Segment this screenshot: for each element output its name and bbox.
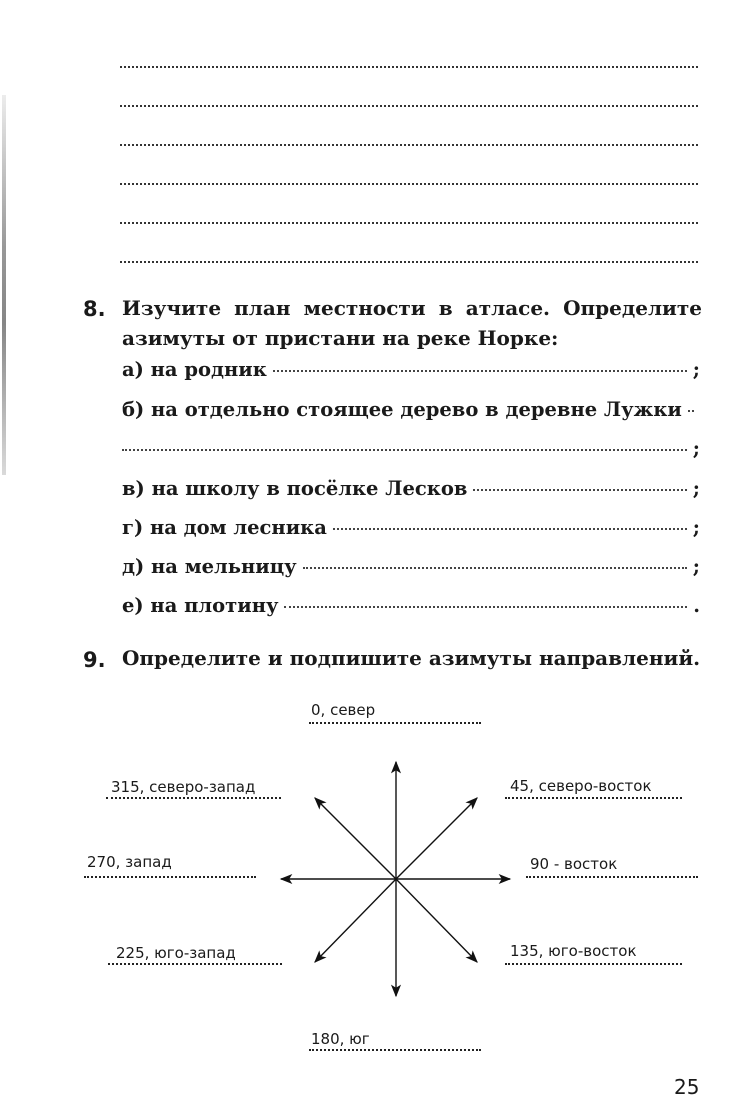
answer-line-southwest[interactable]	[108, 963, 282, 965]
answer-line-west[interactable]	[84, 876, 256, 878]
arrow-southwest	[315, 879, 396, 962]
label-north: 0, север	[311, 701, 376, 719]
arrow-northwest	[315, 798, 396, 879]
q8-item-b-continued[interactable]: ;	[122, 437, 700, 460]
page-number: 25	[674, 1075, 700, 1099]
question-9-text: Определите и подпишите азимуты направлений.	[122, 646, 701, 670]
label-southeast: 135, юго-восток	[510, 942, 637, 960]
q8-item-label: а) на родник	[122, 358, 267, 381]
answer-line-northeast[interactable]	[505, 797, 682, 799]
label-southwest: 225, юго-запад	[116, 944, 236, 962]
q8-item-label: г) на дом лесника	[122, 516, 327, 539]
answer-line-north[interactable]	[309, 722, 481, 724]
q8-item-label: в) на школу в посёлке Лесков	[122, 477, 468, 500]
q8-item-a[interactable]: а) на родник ;	[122, 358, 700, 381]
q8-item-label: е) на плотину	[122, 594, 279, 617]
arrow-southeast	[396, 879, 477, 962]
q8-item-label: б) на отдельно стоящее дерево в деревне Лужки	[122, 398, 682, 421]
label-south: 180, юг	[311, 1030, 370, 1048]
label-northwest: 315, северо-запад	[111, 778, 256, 796]
label-northeast: 45, северо-восток	[510, 777, 652, 795]
answer-line-northwest[interactable]	[106, 797, 281, 799]
q8-item-v[interactable]: в) на школу в посёлке Лесков ;	[122, 477, 700, 500]
q8-item-label: д) на мельницу	[122, 555, 297, 578]
q8-item-e[interactable]: е) на плотину .	[122, 594, 700, 617]
answer-line-southeast[interactable]	[505, 963, 682, 965]
arrow-northeast	[396, 798, 477, 879]
question-8-text: Изучите план местности в атласе. Определите азимуты от пристани на реке Норке:	[122, 296, 702, 350]
question-8-number: 8.	[83, 297, 106, 321]
answer-line-south[interactable]	[309, 1049, 481, 1051]
question-9-number: 9.	[83, 648, 106, 672]
label-east: 90 - восток	[530, 855, 618, 873]
q8-item-d[interactable]: д) на мельницу ;	[122, 555, 700, 578]
answer-line-east[interactable]	[526, 876, 698, 878]
q8-item-g[interactable]: г) на дом лесника ;	[122, 516, 700, 539]
label-west: 270, запад	[87, 853, 172, 871]
